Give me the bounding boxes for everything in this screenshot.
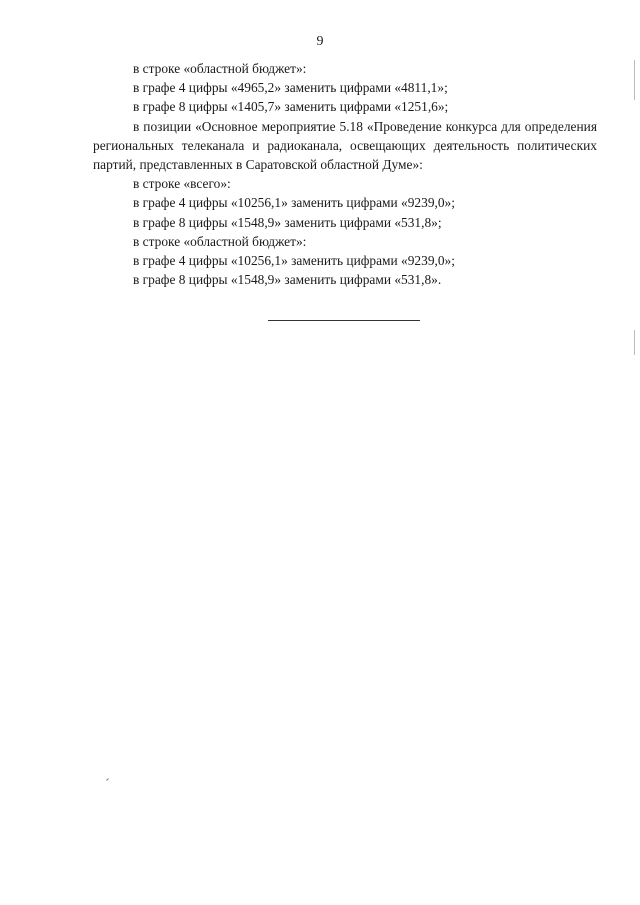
paragraph-8: в строке «областной бюджет»: (133, 233, 307, 249)
paragraph-6: в графе 4 цифры «10256,1» заменить цифрами «9239,0»; (133, 195, 455, 211)
paragraph-9: в графе 4 цифры «10256,1» заменить цифрами «9239,0»; (133, 253, 455, 269)
end-divider-line (268, 320, 420, 321)
scan-edge-mark (634, 60, 635, 100)
paragraph-7: в графе 8 цифры «1548,9» заменить цифрами «531,8»; (133, 214, 442, 230)
document-body (93, 59, 597, 289)
scan-edge-mark (634, 330, 635, 355)
paragraph-2: в графе 4 цифры «4965,2» заменить цифрами «4811,1»; (133, 80, 448, 96)
paragraph-3: в графе 8 цифры «1405,7» заменить цифрами «1251,6»; (133, 99, 449, 115)
paragraph-4: в позиции «Основное мероприятие 5.18 «Проведение конкурса для определения региональных телеканала и радиоканала, освещающих деятельность политических партий, представленных в Саратовской областной Думе»: (93, 118, 597, 173)
paragraph-5: в строке «всего»: (133, 176, 231, 192)
page-number: 9 (316, 34, 324, 49)
paragraph-1: в строке «областной бюджет»: (133, 61, 307, 76)
paragraph-10: в графе 8 цифры «1548,9» заменить цифрами «531,8». (133, 272, 442, 288)
scan-speck (106, 778, 109, 781)
